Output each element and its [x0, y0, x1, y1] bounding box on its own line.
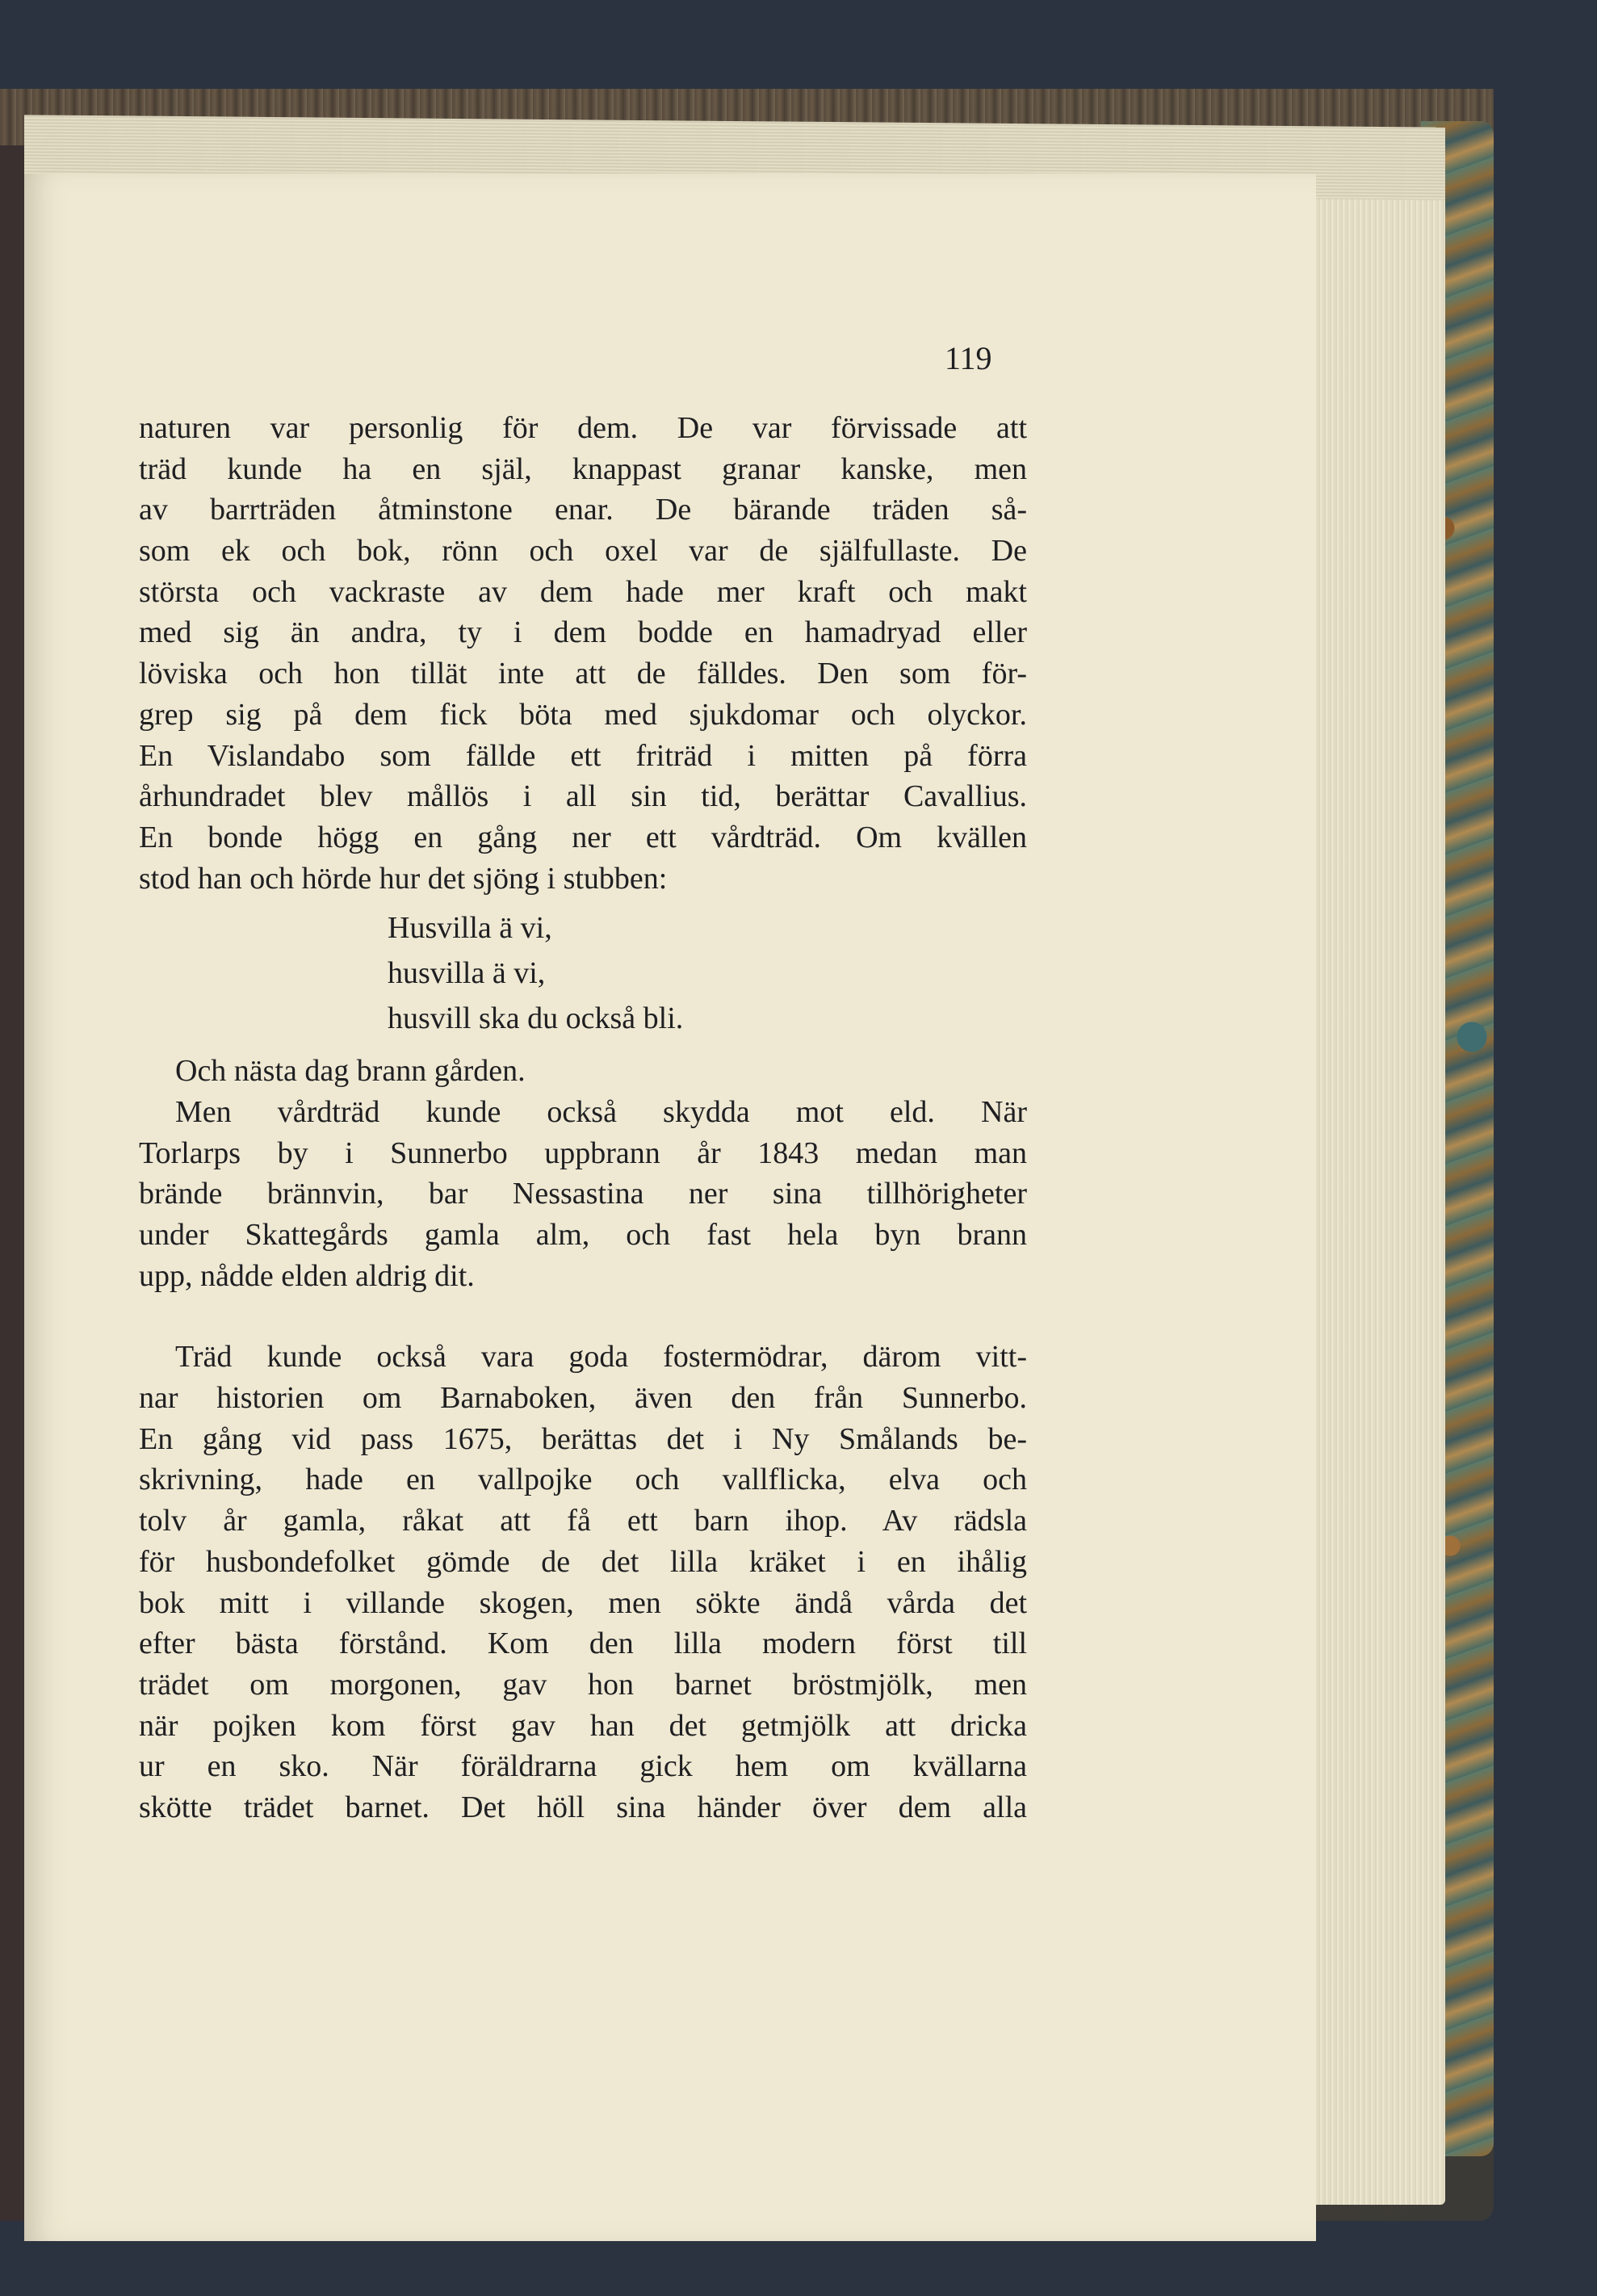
text-line: brände brännvin, bar Nessastina ner sina tillhörigheter: [139, 1177, 1027, 1211]
text-line: En Vislandabo som fällde ett friträd i mitten på förra: [139, 738, 1027, 773]
verse: [139, 905, 1027, 1041]
text-line: under Skattegårds gamla alm, och fast hela byn brann: [139, 1218, 1027, 1252]
text-line: En gång vid pass 1675, berättas det i Ny Smålands be-: [139, 1421, 1027, 1456]
text-line: träd kunde ha en själ, knappast granar kanske, men: [139, 451, 1027, 486]
text-line: upp, nådde elden aldrig dit.: [139, 1258, 475, 1293]
text-line: ur en sko. När föräldrarna gick hem om kvällarna: [139, 1749, 1027, 1784]
text-line: bok mitt i villande skogen, men sökte ändå vårda det: [139, 1585, 1027, 1620]
text-line: trädet om morgonen, gav hon barnet bröstmjölk, men: [139, 1667, 1027, 1702]
text-line: skötte trädet barnet. Det höll sina händer över dem alla: [139, 1790, 1027, 1824]
text-line: när pojken kom först gav han det getmjölk att dricka: [139, 1708, 1027, 1743]
text-line: naturen var personlig för dem. De var förvissade att: [139, 411, 1027, 445]
verse-line: husvilla ä vi,: [388, 956, 546, 991]
text-line: stod han och hörde hur det sjöng i stubben:: [139, 861, 668, 896]
text-line: tolv år gamla, råkat att få ett barn ihop. Av rädsla: [139, 1504, 1027, 1538]
text-line: efter bästa förstånd. Kom den lilla modern först till: [139, 1627, 1027, 1661]
section-gap: [139, 1296, 1027, 1337]
text-line: Och nästa dag brann gården.: [175, 1054, 526, 1089]
text-line: Träd kunde också vara goda fostermödrar, därom vitt-: [175, 1340, 1027, 1375]
paragraph: [139, 1337, 1027, 1828]
text-line: löviska och hon tillät inte att de fälldes. Den som för-: [139, 657, 1027, 691]
text-line: Men vårdträd kunde också skydda mot eld. När: [175, 1094, 1027, 1129]
text-line: En bonde högg en gång ner ett vårdträd. Om kvällen: [139, 820, 1027, 854]
text-line: som ek och bok, rönn och oxel var de själfullaste. De: [139, 534, 1027, 569]
text-line: grep sig på dem fick böta med sjukdomar och olyckor.: [139, 697, 1027, 732]
text-line: skrivning, hade en vallpojke och vallflicka, elva och: [139, 1463, 1027, 1497]
text-line: Torlarps by i Sunnerbo uppbrann år 1843 medan man: [139, 1135, 1027, 1170]
text-line: nar historien om Barnaboken, även den från Sunnerbo.: [139, 1381, 1027, 1416]
paragraph: [139, 408, 1027, 899]
text-line: för husbondefolket gömde de det lilla kräket i en ihålig: [139, 1544, 1027, 1579]
text-line: århundradet blev mållös i all sin tid, berättar Cavallius.: [139, 779, 1027, 814]
paragraph: [139, 1092, 1027, 1296]
paragraph: [139, 1051, 1027, 1092]
text-line: med sig än andra, ty i dem bodde en hamadryad eller: [139, 615, 1027, 650]
verse-line: Husvilla ä vi,: [388, 911, 552, 946]
body-text: [139, 408, 1027, 1828]
verse-line: husvill ska du också bli.: [388, 1001, 684, 1036]
text-line: största och vackraste av dem hade mer kraft och makt: [139, 574, 1027, 609]
text-line: av barrträden åtminstone enar. De bärande träden så-: [139, 493, 1027, 527]
page-number: 119: [945, 340, 992, 376]
